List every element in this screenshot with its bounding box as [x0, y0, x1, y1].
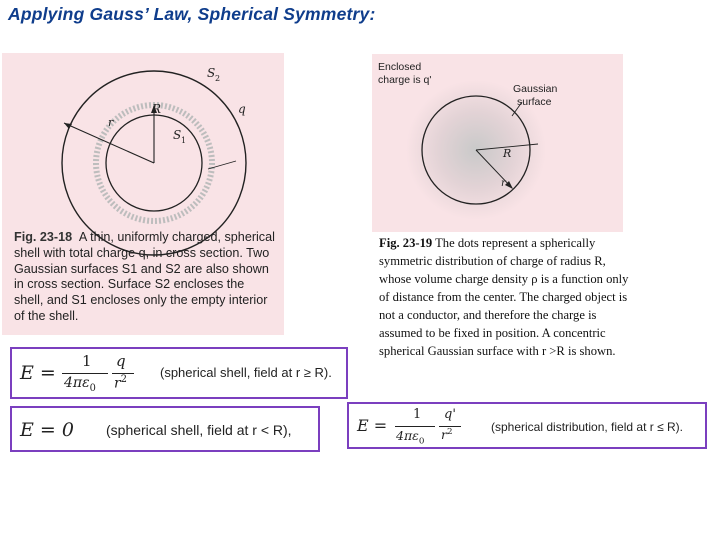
- eq1-note: (spherical shell, field at r ≥ R).: [160, 365, 332, 380]
- equation-shell-inside: [10, 406, 320, 452]
- eq3-lhs: E =: [357, 416, 388, 435]
- label-R: R: [503, 147, 512, 160]
- caption-fig-23-19: [379, 234, 641, 360]
- label-q: q: [238, 102, 246, 116]
- equation-distribution-inside: [347, 402, 707, 449]
- eq3-den1-wrap: [396, 428, 424, 447]
- label-r: r: [501, 178, 506, 189]
- eq1-den2-wrap: [114, 374, 127, 392]
- radius-r-line: [64, 123, 154, 163]
- caption-fig-23-18: [14, 230, 276, 325]
- label-s1: S: [173, 128, 182, 142]
- eq3-den2-wrap: [441, 427, 453, 442]
- label-r: r: [108, 116, 114, 129]
- eq1-den1-wrap: [64, 375, 96, 394]
- label-gaussian-2: surface: [517, 96, 552, 108]
- distribution-diagram: [372, 54, 623, 232]
- eq3-den1: 4πε: [396, 428, 419, 443]
- caption-text-23-18: A thin, uniformly charged, spherical shell with total charge q, in cross section. Two Gaussian surfaces S1 and S2 are also shown in cross section. Surface S2 encloses the shell, and S1 encloses only the empty interior of the shell.: [14, 230, 275, 323]
- eq3-den2-sup: 2: [446, 427, 453, 437]
- eq3-den1-sub: 0: [418, 436, 425, 447]
- q-pointer: [208, 161, 236, 169]
- eq2-lhs: E = 0: [20, 419, 74, 441]
- eq1-num1: 1: [82, 352, 92, 370]
- eq2-note: (spherical shell, field at r < R),: [106, 422, 292, 438]
- equation-shell-outside: [10, 347, 348, 399]
- slide-title: Applying Gauss’ Law, Spherical Symmetry:: [8, 4, 376, 24]
- eq1-den1: 4πε: [64, 375, 90, 391]
- label-gaussian-1: Gaussian: [513, 83, 558, 95]
- eq1-num2: q: [116, 352, 126, 370]
- caption-text-23-19: The dots represent a spherically symmetric distribution of charge of radius R, whose volume charge density ρ is a function only of distance from the center. The charged object is not a conductor, and therefore the charge is assumed to be fixed in position. A concentric spherical Gaussian surface with r >R is shown.: [379, 236, 629, 358]
- label-s1-sub: 1: [181, 136, 187, 145]
- label-s2: S: [207, 66, 216, 80]
- eq1-den2-sup: 2: [120, 374, 127, 385]
- label-enclosed-2: charge is q': [378, 74, 432, 86]
- eq1-lhs: E =: [20, 362, 56, 384]
- label-R: R: [152, 102, 162, 116]
- eq3-note: (spherical distribution, field at r ≤ R).: [491, 420, 683, 434]
- eq1-den2: r: [114, 375, 121, 392]
- eq3-num1: 1: [413, 407, 422, 422]
- caption-label-23-19: Fig. 23-19: [379, 236, 433, 250]
- label-enclosed-1: Enclosed: [378, 61, 422, 73]
- figure-spherical-distribution: [372, 54, 623, 232]
- label-s2-sub: 2: [215, 74, 221, 83]
- eq1-den1-sub: 0: [89, 382, 96, 394]
- eq3-num2: q': [444, 407, 456, 422]
- eq3-den2: r: [441, 427, 447, 443]
- caption-label-23-18: Fig. 23-18: [14, 230, 73, 244]
